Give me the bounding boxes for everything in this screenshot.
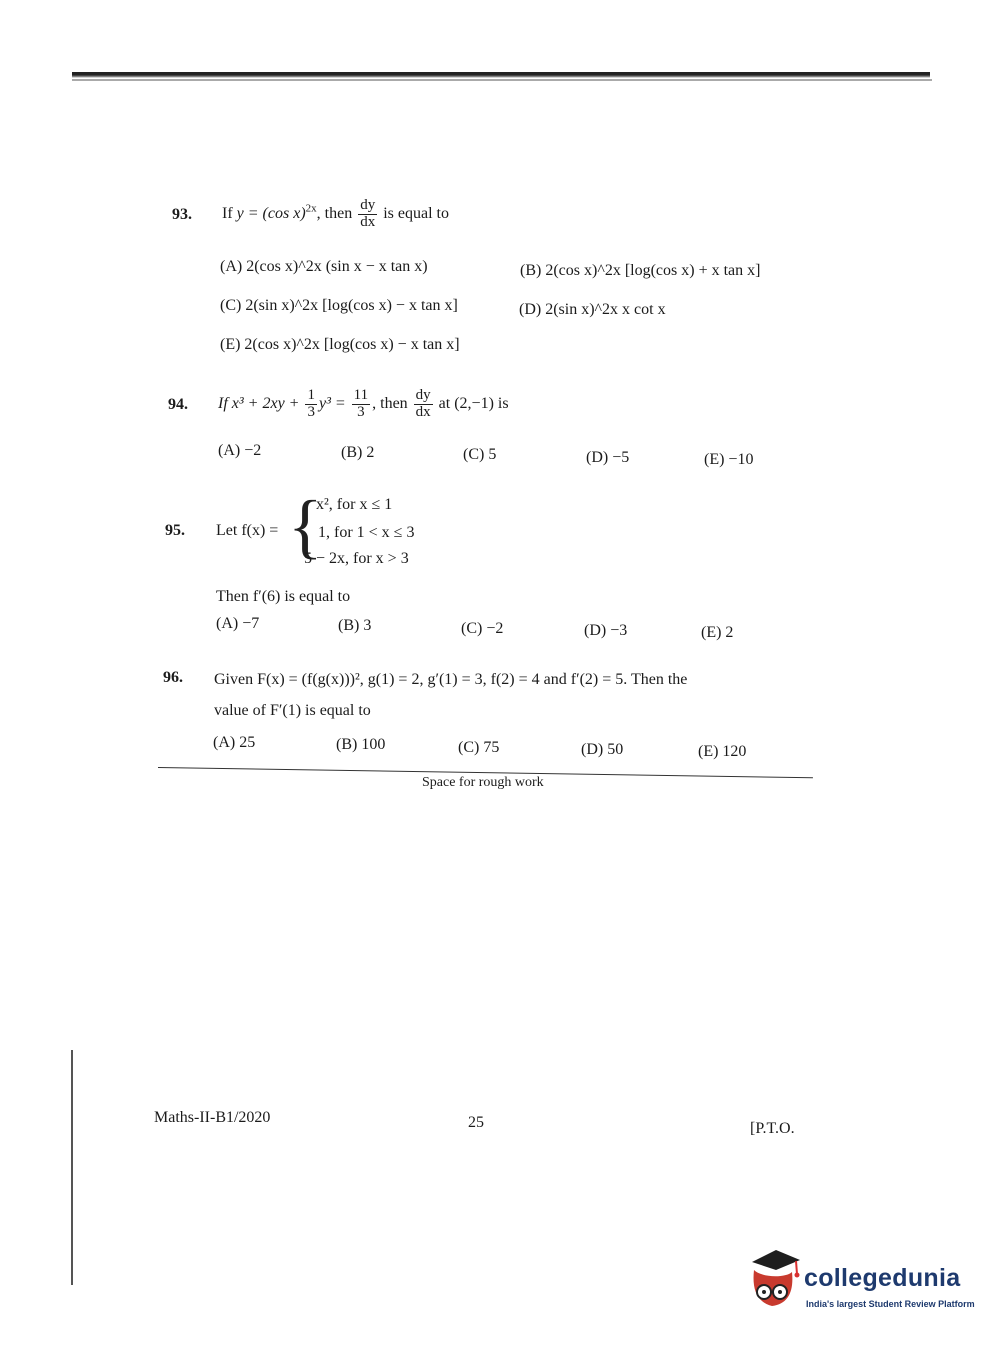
q96-line-1: Given F(x) = (f(g(x)))², g(1) = 2, g′(1) = 3, f(2) = 4 and f′(2) = 5. Then the [214, 671, 688, 688]
footer-page-number: 25 [468, 1114, 484, 1131]
q94-dx: dx [415, 403, 431, 420]
q94-stem-d: at (2,−1) is [438, 394, 509, 412]
q94-fraction-eleven-thirds [352, 388, 370, 421]
q94-option-c: (C) 5 [463, 446, 497, 463]
q96-option-d: (D) 50 [581, 741, 624, 758]
q93-option-b: (B) 2(cos x)^2x [log(cos x) + x tan x] [520, 262, 761, 279]
q94-f2-num: 11 [353, 387, 369, 403]
q94-option-e: (E) −10 [704, 451, 754, 468]
q95-option-c: (C) −2 [461, 620, 504, 637]
q93-option-a: (A) 2(cos x)^2x (sin x − x tan x) [220, 258, 428, 275]
footer-pto: [P.T.O. [750, 1120, 795, 1137]
q96-option-b: (B) 100 [336, 736, 386, 753]
q96-option-a: (A) 25 [213, 734, 256, 751]
q93-option-c: (C) 2(sin x)^2x [log(cos x) − x tan x] [220, 297, 458, 314]
q93-stem [222, 198, 449, 231]
q95-case-1: x², for x ≤ 1 [316, 496, 393, 513]
q93-number: 93. [172, 206, 192, 223]
q94-stem-a: If x³ + 2xy + [218, 394, 300, 412]
footer-paper-code: Maths-II-B1/2020 [154, 1109, 271, 1126]
collegedunia-tagline: India's largest Student Review Platform [806, 1299, 975, 1309]
q95-option-a: (A) −7 [216, 615, 260, 632]
q93-dy: dy [360, 197, 376, 213]
q95-case-2: 1, for 1 < x ≤ 3 [318, 524, 415, 541]
q94-stem-b: y³ = [318, 394, 346, 412]
q93-dx: dx [360, 213, 376, 230]
q96-option-e: (E) 120 [698, 743, 747, 760]
q94-f2-den: 3 [357, 403, 365, 420]
q93-option-e: (E) 2(cos x)^2x [log(cos x) − x tan x] [220, 336, 460, 353]
q93-stem-expr: y = (cos x) [236, 204, 306, 222]
q93-stem-suffix: is equal to [383, 204, 449, 222]
q94-option-b: (B) 2 [341, 444, 375, 461]
q95-option-d: (D) −3 [584, 622, 628, 639]
q94-f1-num: 1 [307, 387, 315, 403]
rough-work-label: Space for rough work [422, 775, 544, 790]
q93-stem-then: , then [316, 204, 353, 222]
top-border-rule [72, 72, 930, 78]
left-margin-line [71, 1050, 73, 1285]
q95-let: Let f(x) = [216, 522, 279, 539]
q96-line-2: value of F′(1) is equal to [214, 702, 371, 719]
q94-stem [218, 388, 509, 421]
q95-option-e: (E) 2 [701, 624, 734, 641]
q94-stem-c: , then [372, 394, 408, 412]
q93-derivative [358, 198, 377, 231]
q94-option-d: (D) −5 [586, 449, 630, 466]
q95-number: 95. [165, 522, 185, 539]
q93-option-d: (D) 2(sin x)^2x x cot x [519, 301, 666, 318]
q94-option-a: (A) −2 [218, 442, 262, 459]
collegedunia-mascot-logo [742, 1248, 804, 1314]
mascot-icon [742, 1248, 804, 1314]
q94-derivative [414, 388, 433, 421]
collegedunia-wordmark: collegedunia [804, 1264, 961, 1292]
q95-option-b: (B) 3 [338, 617, 372, 634]
top-border-shadow [72, 79, 932, 81]
q95-brace: { [288, 486, 323, 566]
q96-number: 96. [163, 669, 183, 686]
q96-option-c: (C) 75 [458, 739, 500, 756]
q95-then: Then f′(6) is equal to [216, 588, 351, 605]
q93-stem-exp: 2x [305, 202, 317, 215]
q94-fraction-one-third [305, 388, 317, 421]
q95-case-3: 5 − 2x, for x > 3 [304, 550, 409, 567]
q94-number: 94. [168, 396, 188, 413]
q93-stem-prefix: If [222, 204, 237, 222]
q94-f1-den: 3 [307, 403, 315, 420]
q94-dy: dy [415, 387, 431, 403]
